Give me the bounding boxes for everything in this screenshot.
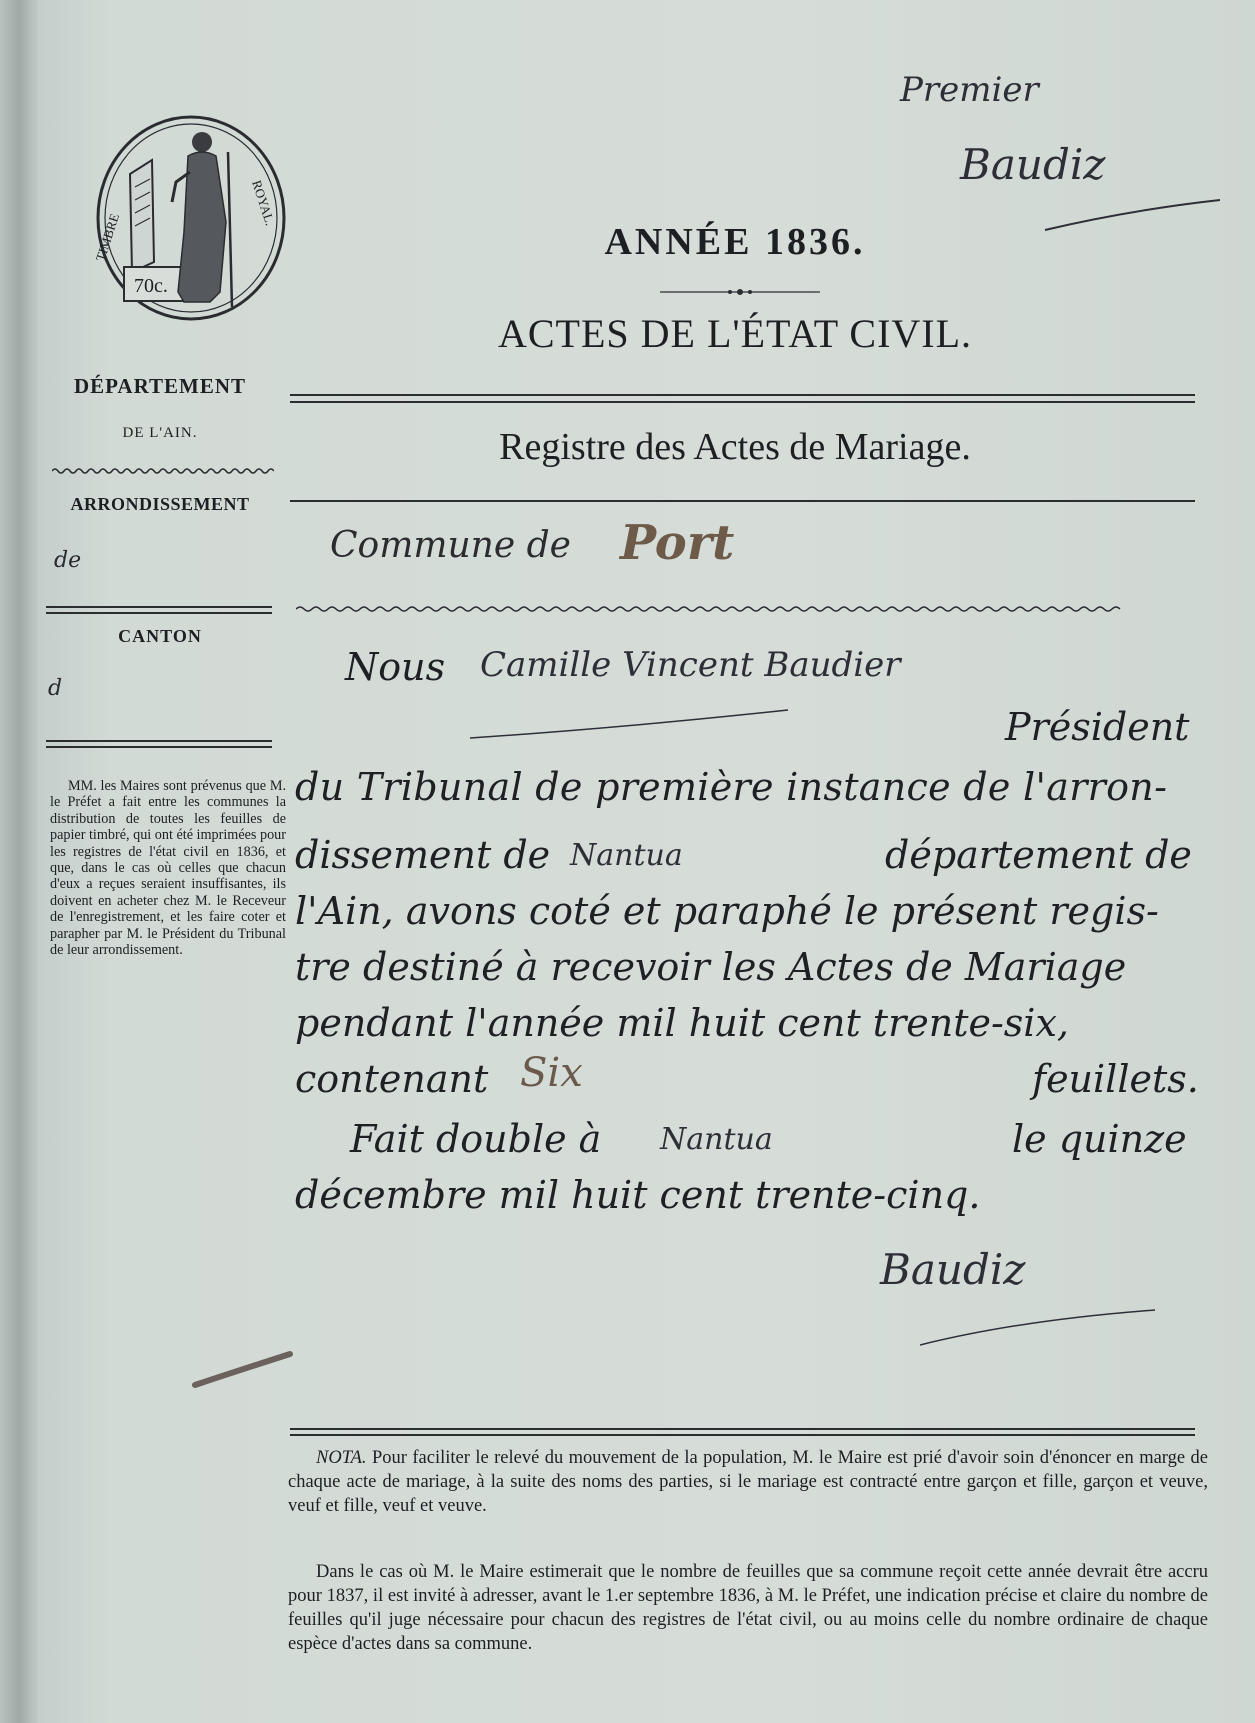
nota-text: Pour faciliter le relevé du mouvement de la population, M. le Maire est prié d'avoir soin d'énoncer en marge de chaque acte de mariage, à la suite des noms des parties, si le mariage est contracté entre garçon et fille, garçon et veuve, veuf et fille, veuf et veuve. bbox=[288, 1448, 1208, 1516]
annotation-premier: Premier bbox=[900, 70, 1039, 110]
feuillets-count-handwritten: Six bbox=[520, 1050, 583, 1096]
actes-title: ACTES DE L'ÉTAT CIVIL. bbox=[497, 311, 973, 356]
registre-title: Registre des Actes de Mariage. bbox=[499, 426, 971, 468]
commune-wavy-divider bbox=[296, 604, 1194, 614]
left-rule-4 bbox=[46, 746, 272, 748]
nota-rule-1 bbox=[290, 1428, 1195, 1430]
header-rule-2 bbox=[290, 401, 1195, 403]
body-line-7b: le quinze bbox=[1012, 1117, 1187, 1161]
left-rule-1 bbox=[46, 606, 272, 608]
page-binding bbox=[0, 0, 38, 1723]
ink-smudge bbox=[190, 1350, 300, 1390]
timbre-royal-stamp bbox=[92, 112, 290, 324]
body-line-4: tre destiné à recevoir les Actes de Mariage bbox=[295, 945, 1127, 989]
canton-handwritten: d bbox=[48, 676, 63, 701]
wavy-divider bbox=[52, 466, 274, 476]
body-line-5: pendant l'année mil huit cent trente-six, bbox=[295, 1001, 1069, 1045]
arrondissement-handwritten: de bbox=[54, 548, 82, 573]
president-signature: Baudiz bbox=[880, 1245, 1026, 1294]
fait-lieu-handwritten: Nantua bbox=[660, 1122, 773, 1157]
annotation-signature-top: Baudiz bbox=[960, 140, 1106, 189]
commune-name: Port bbox=[620, 515, 735, 571]
body-line-2b: département de bbox=[885, 833, 1192, 877]
left-rule-2 bbox=[46, 612, 272, 614]
canton-label: CANTON bbox=[118, 626, 202, 646]
registre-rule bbox=[290, 500, 1195, 502]
ornament-divider bbox=[660, 286, 820, 298]
annotation-flourish bbox=[1040, 180, 1230, 240]
president-label: Président bbox=[1005, 705, 1190, 749]
body-line-1: du Tribunal de première instance de l'arron- bbox=[295, 765, 1168, 809]
body-line-6b: feuillets. bbox=[1032, 1057, 1199, 1101]
body-line-8: décembre mil huit cent trente-cinq. bbox=[295, 1173, 981, 1217]
arrondissement-label: ARRONDISSEMENT bbox=[70, 494, 250, 514]
nota-rule-2 bbox=[290, 1434, 1195, 1436]
nous-name-handwritten: Camille Vincent Baudier bbox=[480, 645, 901, 685]
body-line-2a: dissement de bbox=[295, 833, 551, 877]
body-line-6a: contenant bbox=[295, 1057, 489, 1101]
nota-label: NOTA. bbox=[316, 1448, 367, 1468]
departement-label: DÉPARTEMENT bbox=[73, 374, 247, 398]
commune-label: Commune de bbox=[330, 525, 571, 566]
nota-paragraph-2: Dans le cas où M. le Maire estimerait que le nombre de feuilles que sa commune reçoit cette année devrait être accru pour 1837, il est invité à adresser, avant le 1.er septembre 1836, à M. le Préfet, une indication précise et claire du nombre de feuilles qu'il juge nécessaire pour chacun des registres de l'état civil, ou au moins celle du nombre ordinaire de chaque espèce d'actes dans sa commune. bbox=[288, 1562, 1208, 1654]
departement-name: DE L'AIN. bbox=[122, 425, 198, 441]
stamp-value: 70c. bbox=[134, 275, 168, 297]
header-rule-1 bbox=[290, 394, 1195, 396]
nous-label: Nous bbox=[345, 645, 446, 689]
arrondissement-name-handwritten: Nantua bbox=[570, 838, 683, 873]
body-line-7a: Fait double à bbox=[350, 1117, 602, 1161]
signature-flourish bbox=[920, 1290, 1160, 1350]
annee-title: ANNÉE 1836. bbox=[604, 221, 866, 263]
maires-instructions: MM. les Maires sont prévenus que M. le Préfet a fait entre les communes la distribution de toutes les feuilles de papier timbré, qui ont été imprimées pour les registres de l'état civil en 1836, et que, dans le cas où celles que chacun d'eux a reçues seraient insuffisantes, ils doivent en acheter chez M. le Receveur de l'enregistrement, et les faire coter et parapher par M. le Président du Tribunal de leur arrondissement. bbox=[50, 778, 286, 959]
name-flourish bbox=[470, 700, 790, 740]
stamp-top-text: TIMBRE bbox=[92, 211, 123, 263]
stamp-right-text: ROYAL. bbox=[249, 178, 278, 228]
body-line-3: l'Ain, avons coté et paraphé le présent regis- bbox=[295, 889, 1159, 933]
left-rule-3 bbox=[46, 740, 272, 742]
nota-paragraph bbox=[288, 1446, 1208, 1518]
